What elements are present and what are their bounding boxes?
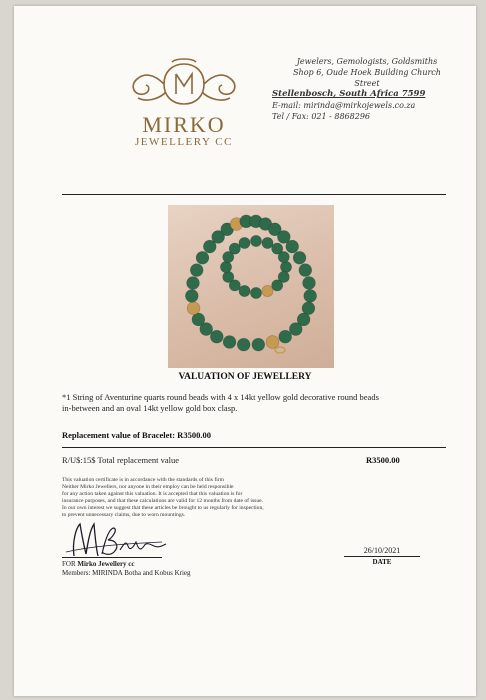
document-title: VALUATION OF JEWELLERY (178, 372, 312, 382)
address-line: Street (354, 79, 380, 88)
aventurine-bead (286, 240, 299, 253)
bracelet-photo (168, 205, 334, 368)
signatory-company (62, 560, 135, 568)
aventurine-bead (196, 251, 209, 264)
aventurine-bead (223, 271, 234, 282)
total-replacement-amount: R3500.00 (366, 455, 400, 465)
aventurine-bead (303, 277, 316, 290)
replacement-value: Replacement value of Bracelet: R3500.00 (62, 430, 211, 440)
phone-line: Tel / Fax: 021 - 8868296 (272, 112, 371, 121)
aventurine-bead (279, 330, 292, 343)
handwritten-signature (62, 516, 172, 562)
issue-date: 26/10/2021 (363, 546, 401, 555)
aventurine-bead (278, 251, 289, 262)
legal-line: In our own interest we suggest that these articles be brought to us regularly for inspection, (62, 505, 264, 511)
address-line: Stellenbosch, South Africa 7599 (272, 89, 426, 99)
aventurine-bead (220, 261, 231, 272)
for-prefix: FOR (62, 560, 78, 568)
logo-subtitle: JEWELLERY CC (135, 136, 233, 148)
signature-line (62, 557, 162, 558)
description-line: *1 String of Aventurine quarts round beads with 4 x 14kt yellow gold decorative round beads (62, 392, 379, 402)
aventurine-bead (293, 251, 306, 264)
aventurine-bead (289, 323, 302, 336)
aventurine-bead (237, 338, 250, 351)
description-line: in-between and an oval 14kt yellow gold box clasp. (62, 403, 238, 413)
aventurine-bead (299, 264, 312, 277)
address-line: Shop 6, Oude Hoek Building Church (293, 68, 441, 77)
aventurine-bead (223, 336, 236, 349)
aventurine-bead (250, 235, 261, 246)
legal-disclaimer (62, 477, 332, 519)
gold-clasp (275, 347, 285, 353)
legal-line: to prevent unnecessary claims, due to worn mountings. (62, 512, 186, 518)
gold-bead (262, 285, 273, 296)
address-line: Jewelers, Gemologists, Goldsmiths (296, 57, 438, 66)
gold-bead (187, 302, 200, 315)
logo-brand-name: MIRKO (142, 112, 226, 137)
aventurine-bead (252, 338, 265, 351)
aventurine-bead (272, 280, 283, 291)
date-line (344, 556, 420, 557)
company-name: Mirko Jewellery cc (77, 560, 135, 568)
item-description (62, 392, 452, 414)
valuation-certificate (14, 6, 476, 696)
aventurine-bead (250, 287, 261, 298)
aventurine-bead (192, 313, 205, 326)
legal-line: for any action taken against this valuation. It is accepted that this valuation is for (62, 491, 243, 497)
divider (62, 447, 446, 448)
aventurine-bead (210, 330, 223, 343)
legal-line: This valuation certificate is in accordance with the standards of this firm (62, 477, 225, 483)
aventurine-bead (229, 243, 240, 254)
total-replacement-label: R/U$:15$ Total replacement value (62, 455, 180, 465)
aventurine-bead (304, 289, 317, 302)
company-logo (114, 56, 254, 156)
legal-line: insurance purposes, and that these calculations are valid for 12 months from date of issue. (62, 498, 264, 504)
aventurine-bead (280, 261, 291, 272)
date-label: DATE (372, 558, 392, 566)
bead-bracelet-image (168, 205, 334, 368)
company-address (272, 56, 462, 122)
aventurine-bead (187, 277, 200, 290)
aventurine-bead (239, 237, 250, 248)
members-line: Members: MIRINDA Botha and Kobus Krieg (62, 569, 191, 577)
email-line: E-mail: mirinda@mirkojewels.co.za (272, 101, 416, 110)
monogram-crest-icon (114, 56, 254, 116)
aventurine-bead (262, 237, 273, 248)
aventurine-bead (190, 264, 203, 277)
aventurine-bead (239, 285, 250, 296)
legal-line: Neither Mirko Jewellers, nor anyone in their employ can be held responsible (62, 484, 234, 490)
divider (62, 194, 446, 195)
gold-bead (266, 336, 279, 349)
aventurine-bead (302, 302, 315, 315)
aventurine-bead (185, 289, 198, 302)
